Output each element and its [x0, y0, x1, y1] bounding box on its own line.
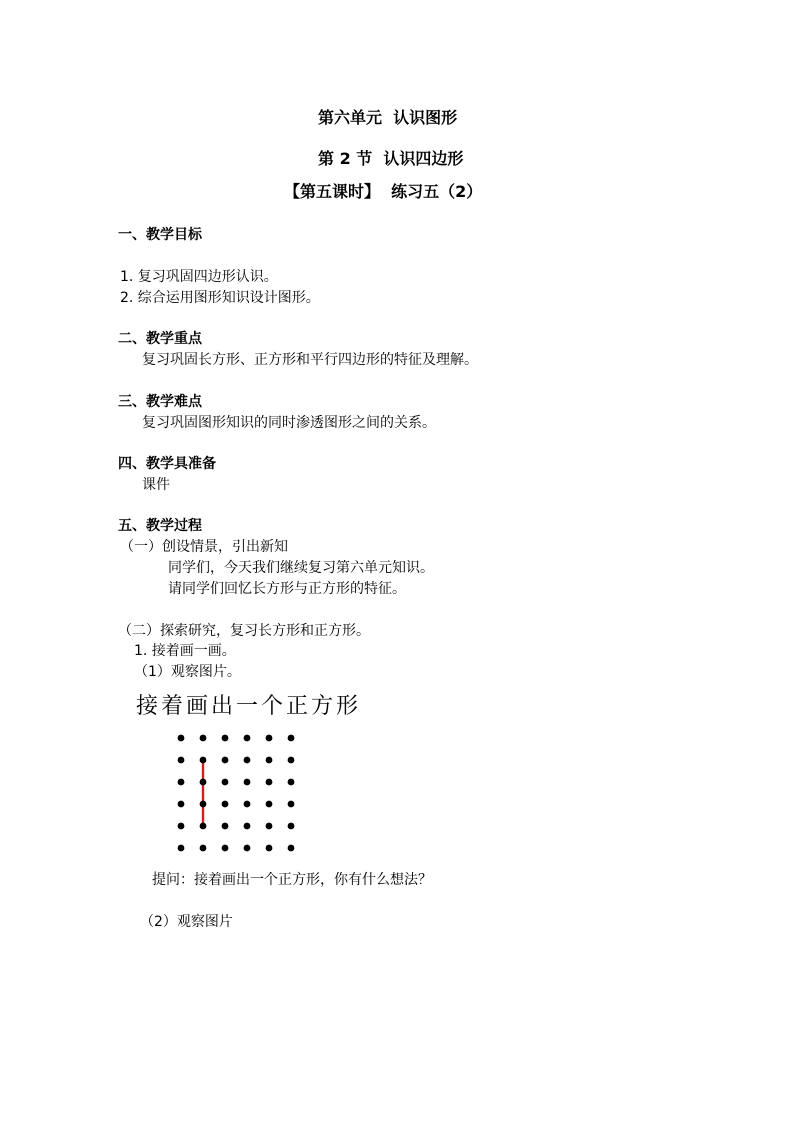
grid-dot — [178, 801, 185, 808]
grid-dot — [178, 823, 185, 830]
grid-dot — [288, 779, 295, 786]
grid-dot — [200, 757, 207, 764]
grid-dot — [222, 801, 229, 808]
grid-dot — [244, 735, 251, 742]
materials-heading: 四、教学具准备 — [118, 456, 216, 472]
grid-dot — [266, 823, 273, 830]
grid-dot — [178, 845, 185, 852]
grid-dot — [266, 735, 273, 742]
grid-dot — [222, 779, 229, 786]
grid-dot — [288, 823, 295, 830]
grid-dot — [200, 779, 207, 786]
grid-dot — [200, 801, 207, 808]
dot-grid — [178, 735, 295, 852]
process-sub1: （1）观察图片。 — [134, 664, 241, 680]
grid-dot — [288, 757, 295, 764]
grid-dot — [244, 779, 251, 786]
dot-grid-figure — [170, 724, 310, 854]
grid-dot — [178, 779, 185, 786]
key-points-heading: 二、教学重点 — [118, 331, 202, 347]
grid-dot — [222, 845, 229, 852]
grid-dot — [200, 823, 207, 830]
process-part1-line-1: 同学们，今天我们继续复习第六单元知识。 — [168, 560, 434, 576]
grid-dot — [288, 845, 295, 852]
unit-title: 第六单元 认识图形 — [318, 108, 458, 127]
grid-dot — [200, 735, 207, 742]
difficulties-text: 复习巩固图形知识的同时渗透图形之间的关系。 — [142, 415, 436, 431]
difficulties-heading: 三、教学难点 — [118, 394, 202, 410]
figure-caption: 接着画出一个正方形 — [136, 694, 362, 719]
grid-dot — [244, 801, 251, 808]
grid-dot — [266, 779, 273, 786]
section-title: 第 2 节 认识四边形 — [318, 149, 464, 168]
grid-dot — [222, 823, 229, 830]
grid-dot — [222, 757, 229, 764]
lesson-title: 【第五课时】 练习五（2） — [284, 182, 483, 201]
grid-dot — [288, 801, 295, 808]
process-part1-heading: （一）创设情景，引出新知 — [120, 539, 288, 555]
grid-dot — [178, 757, 185, 764]
materials-text: 课件 — [142, 477, 170, 493]
grid-dot — [266, 757, 273, 764]
grid-dot — [266, 845, 273, 852]
grid-dot — [222, 735, 229, 742]
process-part2-heading: （二）探索研究，复习长方形和正方形。 — [118, 623, 370, 639]
process-sub2: （2）观察图片 — [140, 914, 233, 930]
question-text: 提问：接着画出一个正方形，你有什么想法？ — [152, 872, 432, 888]
grid-dot — [266, 801, 273, 808]
process-step1: 1. 接着画一画。 — [134, 643, 236, 659]
grid-dot — [200, 845, 207, 852]
grid-dot — [244, 757, 251, 764]
goal-item-2: 2. 综合运用图形知识设计图形。 — [120, 290, 320, 306]
goals-heading: 一、教学目标 — [118, 227, 202, 243]
grid-dot — [288, 735, 295, 742]
process-heading: 五、教学过程 — [118, 518, 202, 534]
grid-dot — [178, 735, 185, 742]
grid-dot — [244, 823, 251, 830]
goal-item-1: 1. 复习巩固四边形认识。 — [120, 269, 278, 285]
key-points-text: 复习巩固长方形、正方形和平行四边形的特征及理解。 — [142, 352, 478, 368]
process-part1-line-2: 请同学们回忆长方形与正方形的特征。 — [168, 581, 406, 597]
grid-dot — [244, 845, 251, 852]
